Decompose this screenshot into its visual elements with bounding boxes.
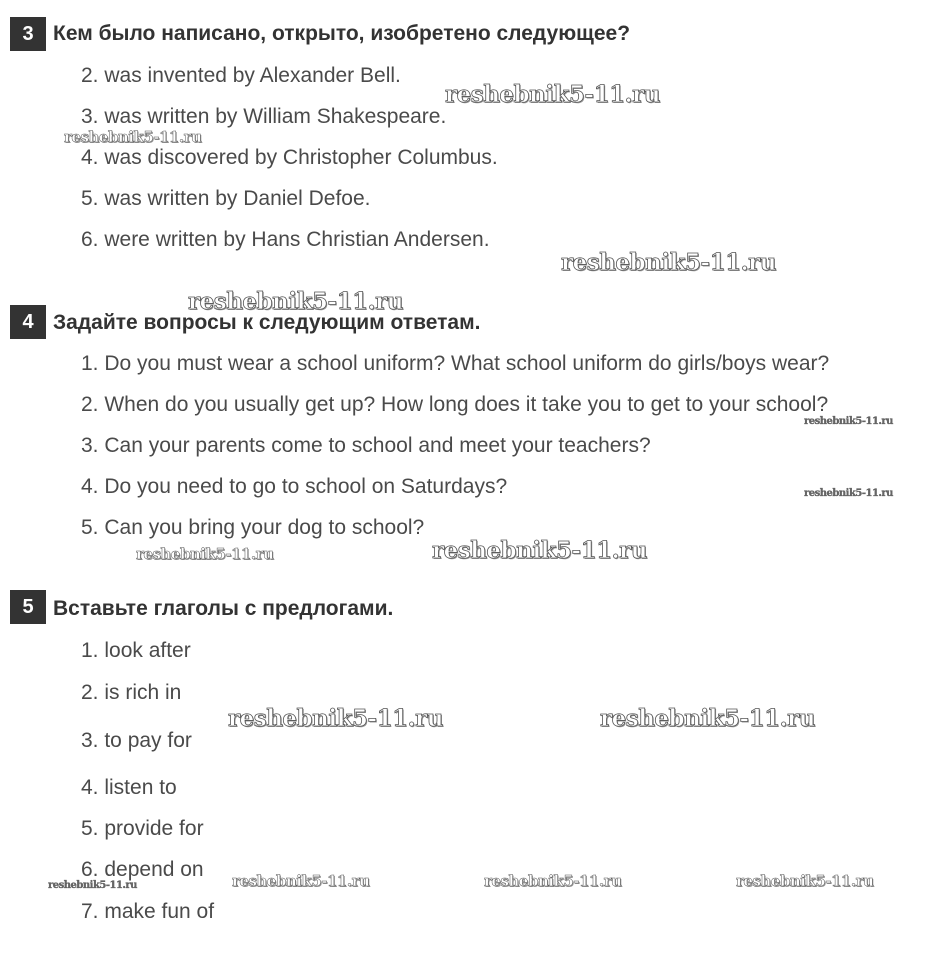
list-item: 3. to pay for: [81, 729, 192, 752]
watermark: reshebnik5-11.ru: [445, 81, 660, 108]
section-heading: Задайте вопросы к следующим ответам.: [53, 311, 481, 334]
list-item: 4. Do you need to go to school on Saturdays?: [81, 475, 508, 498]
watermark: reshebnik5-11.ru: [48, 880, 137, 891]
list-item: 1. look after: [81, 639, 191, 662]
list-item: 4. listen to: [81, 776, 177, 799]
list-item: 6. depend on: [81, 858, 204, 881]
list-item: 1. Do you must wear a school uniform? What school uniform do girls/boys wear?: [81, 352, 830, 375]
watermark: reshebnik5-11.ru: [804, 416, 893, 427]
list-item: 2. When do you usually get up? How long does it take you to get to your school?: [81, 393, 829, 416]
watermark: reshebnik5-11.ru: [228, 705, 443, 732]
watermark: reshebnik5-11.ru: [561, 249, 776, 276]
section-number-badge: 5: [10, 590, 46, 624]
list-item: 3. Can your parents come to school and meet your teachers?: [81, 434, 651, 457]
list-item: 7. make fun of: [81, 900, 215, 923]
watermark: reshebnik5-11.ru: [136, 545, 274, 563]
list-item: 3. was written by William Shakespeare.: [81, 105, 447, 128]
list-item: 2. is rich in: [81, 681, 182, 704]
section-heading: Вставьте глаголы с предлогами.: [53, 597, 394, 620]
list-item: 6. were written by Hans Christian Andersen.: [81, 228, 490, 251]
watermark: reshebnik5-11.ru: [232, 872, 370, 890]
list-item: 4. was discovered by Christopher Columbus.: [81, 146, 498, 169]
list-item: 5. provide for: [81, 817, 204, 840]
section-heading: Кем было написано, открыто, изобретено следующее?: [53, 22, 631, 45]
watermark: reshebnik5-11.ru: [432, 537, 647, 564]
list-item: 2. was invented by Alexander Bell.: [81, 64, 401, 87]
watermark: reshebnik5-11.ru: [64, 128, 202, 146]
watermark: reshebnik5-11.ru: [804, 488, 893, 499]
watermark: reshebnik5-11.ru: [484, 872, 622, 890]
list-item: 5. was written by Daniel Defoe.: [81, 187, 371, 210]
watermark: reshebnik5-11.ru: [600, 705, 815, 732]
list-item: 5. Can you bring your dog to school?: [81, 516, 425, 539]
watermark: reshebnik5-11.ru: [188, 288, 403, 315]
section-number-badge: 3: [10, 17, 46, 51]
section-number-badge: 4: [10, 305, 46, 339]
watermark: reshebnik5-11.ru: [736, 872, 874, 890]
